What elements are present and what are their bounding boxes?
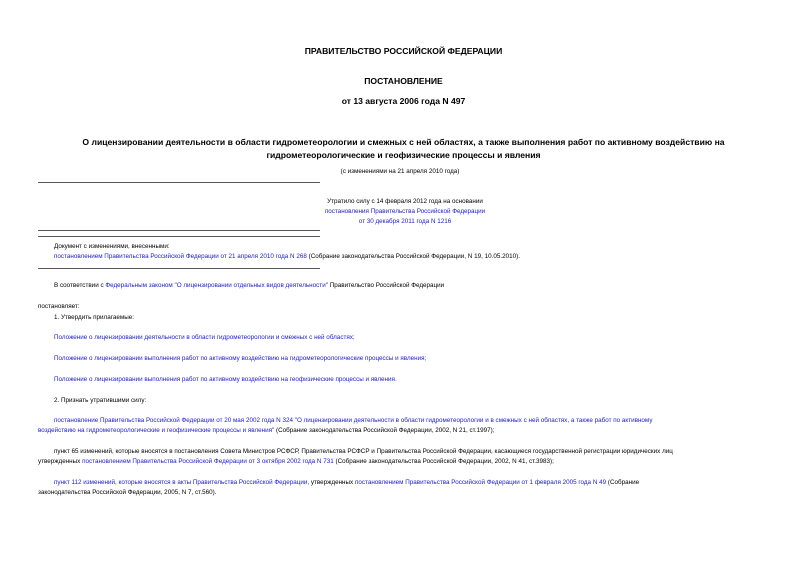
- repealed-item-3-mid: утвержденных: [309, 479, 355, 486]
- repealed-item-3: [38, 478, 768, 498]
- repealed-item-2: [38, 447, 770, 467]
- decrees-text: постановляет:: [38, 303, 80, 310]
- amendments-block: [54, 242, 774, 262]
- preamble: [54, 281, 774, 291]
- decree-49-link[interactable]: постановлением Правительства Российской Федерации от 1 февраля 2005 года N 49: [354, 479, 607, 486]
- document-date-number: от 13 августа 2006 года N 497: [341, 96, 466, 106]
- amendment-source: (Собрание законодательства Российской Федерации, N 19, 10.05.2010).: [306, 253, 520, 260]
- repealed-item-2-line-2: [38, 457, 770, 467]
- divider: [38, 182, 320, 183]
- repealed-decree-324-link[interactable]: постановление Правительства Российской Федерации от 20 мая 2002 года N 324 "О лицензировании деятельности в области гидрометеорологии и в смежных с ней областях, а также работ по активному: [54, 417, 653, 424]
- divider: [38, 230, 320, 231]
- repealed-item-3-line-2: законодательства Российской Федерации, 2005, N 7, ст.560).: [38, 489, 217, 496]
- approved-regulation-1-link[interactable]: Положение о лицензировании деятельности в области гидрометеорологии и смежных с ней областях;: [54, 334, 355, 341]
- approved-regulation-3-link[interactable]: Положение о лицензировании выполнения работ по активному воздействию на геофизические процессы и явления.: [54, 376, 397, 383]
- amendments-line: [54, 252, 774, 262]
- divider: [38, 236, 320, 237]
- document-title-line-1: О лицензировании деятельности в области гидрометеорологии и смежных с ней областях, а также выполнения работ по активному воздействию на: [82, 137, 725, 147]
- repealed-item-1: [38, 416, 768, 436]
- decree-731-link[interactable]: постановлением Правительства Российской Федерации от 3 октября 2002 года N 731: [82, 458, 334, 465]
- status-block: [260, 197, 550, 227]
- document-title-line-2: гидрометеорологические и геофизические процессы и явления: [266, 150, 541, 160]
- document-type: ПОСТАНОВЛЕНИЕ: [364, 76, 443, 86]
- decree-731-source: (Собрание законодательства Российской Федерации, 2002, N 41, ст.3983);: [333, 458, 554, 465]
- repeal-decree-link[interactable]: постановления Правительства Российской Федерации: [324, 208, 486, 215]
- federal-law-link[interactable]: Федеральным законом "О лицензировании отдельных видов деятельности": [105, 282, 328, 289]
- divider: [38, 268, 320, 269]
- repeal-decree-date-link[interactable]: от 30 декабря 2011 года N 1216: [358, 218, 452, 225]
- repealed-decree-324-link-cont[interactable]: воздействию на гидрометеорологические и геофизические процессы и явления": [38, 427, 275, 434]
- approved-regulation-2-link[interactable]: Положение о лицензировании выполнения работ по активному воздействию на гидрометеорологические процессы и явления;: [54, 355, 427, 362]
- document-title: [0, 136, 807, 162]
- decree-49-source: (Собрание: [606, 479, 640, 486]
- amendment-decree-link[interactable]: постановлением Правительства Российской Федерации от 21 апреля 2010 года N 268: [54, 253, 307, 260]
- government-heading: ПРАВИТЕЛЬСТВО РОССИЙСКОЙ ФЕДЕРАЦИИ: [304, 46, 503, 56]
- preamble-text-end: Правительство Российской Федерации: [327, 282, 445, 289]
- item-2: 2. Признать утратившими силу:: [54, 397, 147, 404]
- repealed-item-2-prefix: утвержденных: [38, 458, 83, 465]
- status-line: Утратило силу с 14 февраля 2012 года на основании: [327, 198, 483, 205]
- preamble-text: В соответствии с: [54, 282, 106, 289]
- repealed-decree-324-source: (Собрание законодательства Российской Федерации, 2002, N 21, ст.1997);: [274, 427, 495, 434]
- amendments-intro: Документ с изменениями, внесенными:: [54, 243, 170, 250]
- repealed-item-112-link[interactable]: пункт 112 изменений, которые вносятся в акты Правительства Российской Федерации,: [54, 479, 310, 486]
- repealed-item-2-line-1: пункт 65 изменений, которые вносятся в постановления Совета Министров РСФСР, Правительства РСФСР и Правительства Российской Федерации, касающиеся государственной регистрации юридических лиц: [54, 448, 673, 455]
- changes-note: (с изменениями на 21 апреля 2010 года): [340, 168, 460, 175]
- repealed-item-1-line-2: [38, 426, 768, 436]
- repealed-item-1-line-1: [38, 416, 768, 426]
- repealed-item-3-line-1: [38, 478, 768, 488]
- item-1: 1. Утвердить прилагаемые:: [54, 314, 134, 321]
